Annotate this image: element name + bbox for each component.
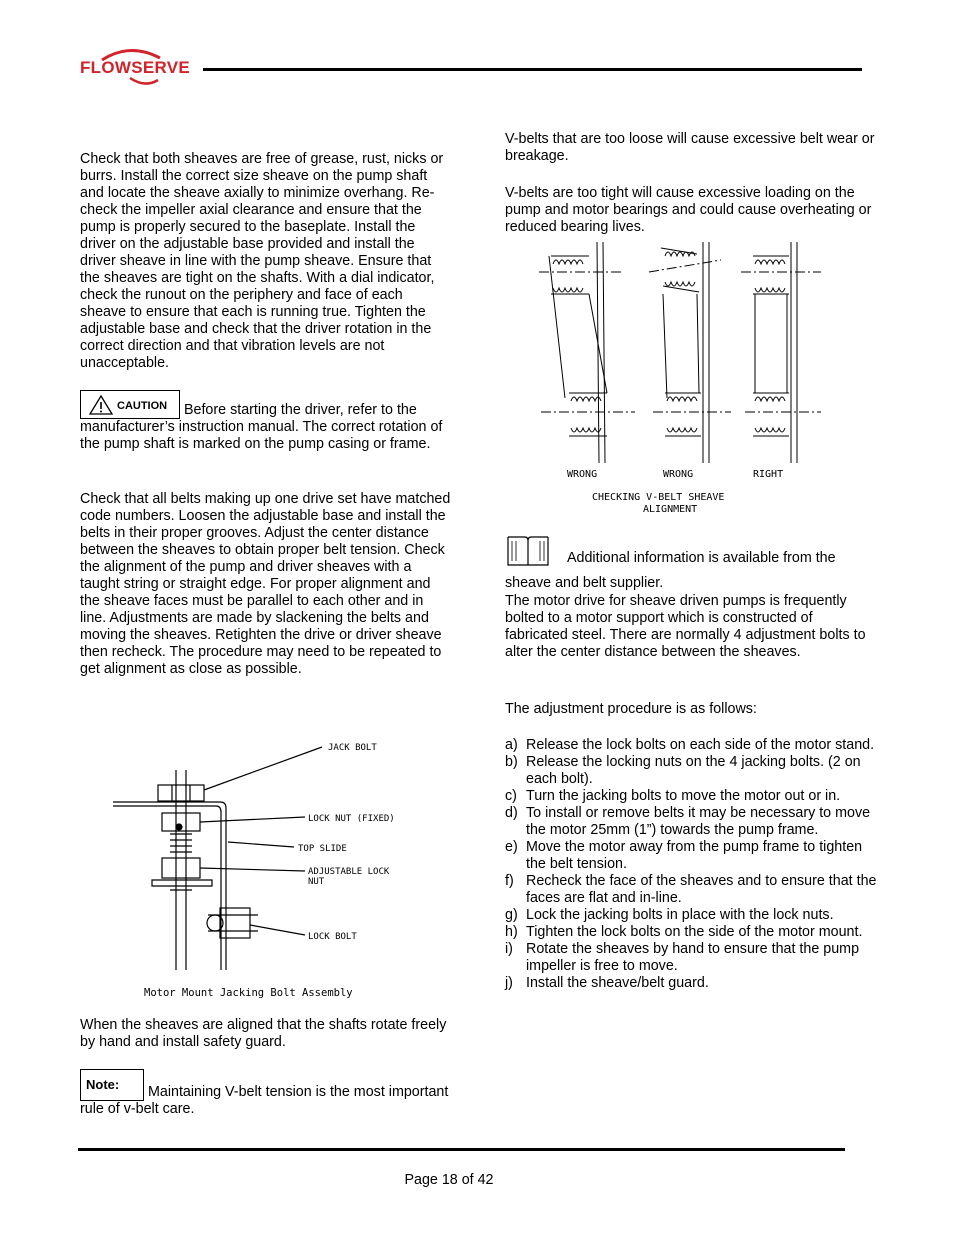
figure-caption-sheave-2: ALIGNMENT <box>643 504 698 515</box>
logo-text: FLOWSERVE <box>80 58 191 77</box>
label-adjustable-lock-nut: NUT <box>308 877 325 887</box>
label-lock-bolt: LOCK BOLT <box>308 932 357 942</box>
note-badge <box>80 1069 144 1101</box>
info-block <box>505 533 877 567</box>
label-right: RIGHT <box>753 469 784 480</box>
header-rule <box>203 68 862 71</box>
step-item: g) Lock the jacking bolts in place with the lock nuts. <box>505 907 834 923</box>
left-paragraph-3: When the sheaves are aligned that the shafts rotate freely by hand and install safety guard. <box>80 1017 447 1050</box>
info-text-2: sheave and belt supplier. <box>505 575 664 591</box>
step-item: h) Tighten the lock bolts on the side of the motor mount. <box>505 924 863 940</box>
info-text-1: Additional information is available from the <box>566 550 836 566</box>
step-item: i) Rotate the sheaves by hand to ensure that the pump impeller is free to move. <box>505 941 860 974</box>
jacking-bolt-figure <box>100 730 440 1010</box>
step-item: j) Install the sheave/belt guard. <box>505 975 709 991</box>
right-paragraph-3: The motor drive for sheave driven pumps is frequently bolted to a motor support which is constructed of fabricated steel. There are normally 4 adjustment bolts to alter the center distance between the sheaves. <box>505 593 866 660</box>
left-paragraph-2: Check that all belts making up one drive set have matched code numbers. Loosen the adjustable base and install the belts in their proper grooves. Adjust the center distance between the sheaves to obtain proper belt tension. Check the alignment of the pump and driver sheaves with a taught string or straight edge. For proper alignment and the sheave faces must be parallel to each other and in line. Adjustments are made by slackening the belts and moving the sheaves. Retighten the drive or driver sheave then recheck. The procedure may need to be repeated to get alignment as close as possible. <box>80 491 451 677</box>
label-wrong-1: WRONG <box>567 469 598 480</box>
info-book-badge <box>505 533 551 567</box>
note-text: Maintaining V-belt tension is the most important rule of v-belt care. <box>80 1084 449 1117</box>
figure-caption-jacking-bolt: Motor Mount Jacking Bolt Assembly <box>144 987 353 999</box>
right-paragraph-1: V-belts that are too loose will cause excessive belt wear or breakage. <box>505 131 875 164</box>
caution-block <box>80 390 452 453</box>
label-adjustable-lock: ADJUSTABLE LOCK <box>308 867 390 877</box>
step-item: d) To install or remove belts it may be necessary to move the motor 25mm (1”) towards the pump frame. <box>505 805 871 838</box>
label-lock-nut: LOCK NUT (FIXED) <box>308 814 395 824</box>
book-icon <box>505 533 551 567</box>
right-paragraph-2: V-belts are too tight will cause excessive loading on the pump and motor bearings and could cause overheating or reduced bearing lives. <box>505 185 872 235</box>
step-item: c) Turn the jacking bolts to move the motor out or in. <box>505 788 841 804</box>
step-item: e) Move the motor away from the pump frame to tighten the belt tension. <box>505 839 863 872</box>
warning-triangle-icon <box>89 395 113 415</box>
caution-label: CAUTION <box>117 400 168 412</box>
note-label: Note: <box>86 1077 120 1092</box>
caution-badge <box>80 390 180 419</box>
adjustment-steps <box>505 737 877 992</box>
step-item: b) Release the locking nuts on the 4 jacking bolts. (2 on each bolt). <box>505 754 861 787</box>
right-paragraph-4: The adjustment procedure is as follows: <box>505 701 757 717</box>
page-number: Page 18 of 42 <box>404 1172 494 1188</box>
flowserve-logo <box>80 44 200 88</box>
caution-text: Before starting the driver, refer to the manufacturer’s instruction manual. The correct rotation of the pump shaft is marked on the pump casing or frame. <box>80 402 443 452</box>
label-wrong-2: WRONG <box>663 469 694 480</box>
note-block <box>80 1069 452 1118</box>
footer-rule <box>78 1148 845 1151</box>
step-item: a) Release the lock bolts on each side of the motor stand. <box>505 737 875 753</box>
step-item: f) Recheck the face of the sheaves and to ensure that the faces are flat and in-line. <box>505 873 877 906</box>
figure-caption-sheave-1: CHECKING V-BELT SHEAVE <box>592 492 725 503</box>
label-top-slide: TOP SLIDE <box>298 844 347 854</box>
left-paragraph-1: Check that both sheaves are free of grease, rust, nicks or burrs. Install the correct size sheave on the pump shaft and locate the sheave axially to minimize overhang. Re-check the impeller axial clearance and ensure that the pump is properly secured to the baseplate. Install the driver on the adjustable base provided and install the driver sheave in line with the pump sheave. Ensure that the sheaves are tight on the shafts. With a dial indicator, check the runout on the periphery and face of each sheave to ensure that each is running true. Tighten the adjustable base and check that the driver rotation in the correct direction and that vibration levels are not unacceptable. <box>80 151 444 371</box>
sheave-alignment-figure <box>535 238 835 518</box>
label-jack-bolt: JACK BOLT <box>328 743 377 753</box>
